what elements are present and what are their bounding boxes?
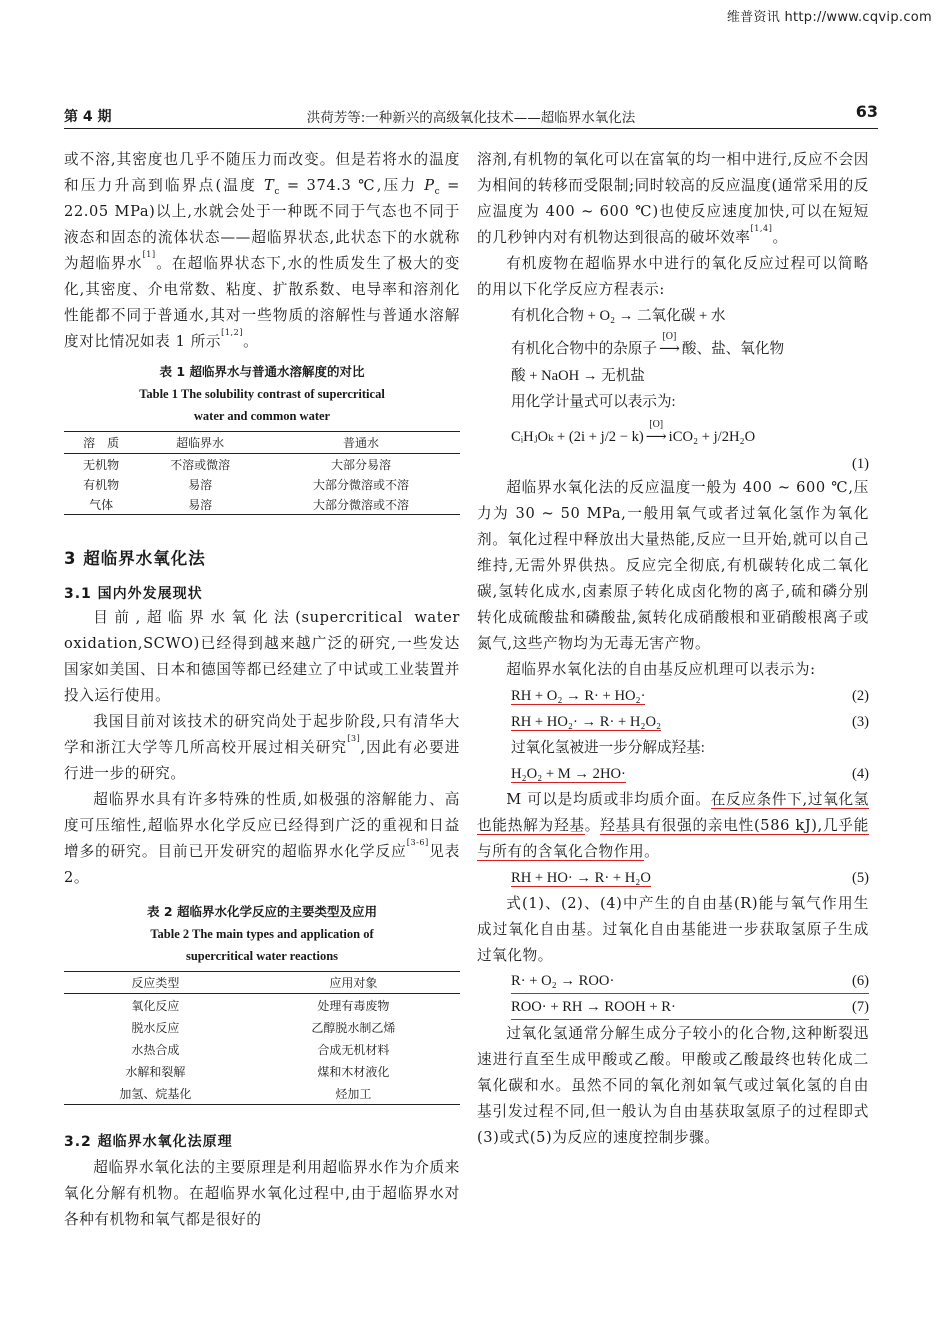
paragraph-rate-limiting: 过氧化氢通常分解生成分子较小的化合物,这种断裂迅速进行直至生成甲酸或乙酸。甲酸或乙酸最终也转化成二氧化碳和水。虽然不同的氧化剂如氧气或过氧化氢的自由基引发过程不同,但一般认为自由基获取氢原子的过程即式(3)或式(5)为反应的速度控制步骤。 xyxy=(477,1025,869,1146)
issue-label: 第 4 期 xyxy=(64,109,112,125)
table-row: 加氢、烷基化 烃加工 xyxy=(64,1082,460,1105)
table2-caption-cn: 表 2 超临界水化学反应的主要类型及应用 xyxy=(147,904,377,919)
equation-1: CᵢHⱼOₖ + (2i + j/2 − k) [O] ⟶ iCO₂ + j/2H₂O xyxy=(477,415,869,453)
citation: [3] xyxy=(347,734,361,743)
subsection-heading: 3.2 超临界水氧化法原理 xyxy=(64,1134,233,1150)
equation-5: RH + HO· → R· + H₂O (5) xyxy=(511,870,869,886)
table1-caption-en: Table 1 The solubility contrast of supercritical xyxy=(139,387,385,401)
table-row: 无机物 不溶或微溶 大部分易溶 xyxy=(83,457,391,472)
table-row: 水解和裂解 煤和木材液化 xyxy=(125,1064,390,1079)
table-header: 反应类型 xyxy=(64,972,247,994)
equation-4: H₂O₂ + M → 2HO· (4) xyxy=(511,766,869,782)
table-header: 应用对象 xyxy=(247,972,460,994)
reaction-heteroatom: 有机化合物中的杂原子 [O] ⟶ 酸、盐、氧化物 xyxy=(477,329,869,363)
paragraph-conditions: 超临界水氧化法的反应温度一般为 400 ~ 600 ℃,压力为 30 ~ 50 MPa,一般用氧气或者过氧化氢作为氧化剂。氧化过程中释放出大量热能,反应一旦开始,就可以自己维持,无需外界供热。反应完全彻底,有机碳转化成二氧化碳,氢转化成水,卤素原子转化成卤化物的离子,硫和磷分别转化成硫酸盐和磷酸盐,氮转化成硝酸根和亚硝酸根离子或氮气,这些产物均为无毒无害产物。 xyxy=(477,479,869,652)
table-header: 溶 质 xyxy=(64,432,138,454)
table2-reactions xyxy=(64,971,460,1105)
paragraph-principle: 超临界水氧化法的主要原理是利用超临界水作为介质来氧化分解有机物。在超临界水氧化过程中,由于超临界水对各种有机物和氧气都是很好的 xyxy=(64,1159,460,1228)
citation: [1,4] xyxy=(750,224,773,233)
paragraph-properties: 超临界水具有许多特殊的性质,如极强的溶解能力、高度可压缩性,超临界水化学反应已经得到广泛的重视和日益增多的研究。目前已开发研究的超临界水化学反应[3-6]见表 2。 xyxy=(64,791,460,886)
paragraph-scwo-intro: 目前,超临界水氧化法(supercritical water oxidation,SCWO)已经得到越来越广泛的研究,一些发达国家如美国、日本和德国等都已经建立了中试或工业装置并投入运行使用。 xyxy=(64,609,460,704)
table2-caption-en-2: supercritical water reactions xyxy=(185,949,339,963)
left-column xyxy=(64,147,460,1233)
equation-2: RH + O₂ → R· + HO₂· (2) xyxy=(511,688,869,704)
table1-caption-cn: 表 1 超临界水与普通水溶解度的对比 xyxy=(159,364,365,379)
equation-7: ROO· + RH → ROOH + R· (7) xyxy=(477,995,869,1021)
table2-caption-en: Table 2 The main types and application of xyxy=(150,927,374,941)
subsection-heading: 3.1 国内外发展现状 xyxy=(64,586,203,602)
arrow-icon: [O] ⟶ xyxy=(645,419,667,445)
paragraph-solvent: 溶剂,有机物的氧化可以在富氧的均一相中进行,反应不会因为相间的转移而受限制;同时较高的反应温度(通常采用的反应温度为 400 ~ 600 ℃)也使反应速度加快,可以在短短的几秒钟内对有机物达到很高的破坏效率[1,4]。 xyxy=(477,151,869,246)
citation: [1] xyxy=(142,250,156,259)
arrow-icon: [O] ⟶ xyxy=(658,331,680,357)
paragraph-mechanism-intro: 超临界水氧化法的自由基反应机理可以表示为: xyxy=(506,661,816,678)
table-row: 氧化反应 处理有毒废物 xyxy=(131,998,390,1013)
table1-caption-en-2: water and common water xyxy=(193,409,331,423)
section-heading: 3 超临界水氧化法 xyxy=(64,549,206,568)
paragraph-reaction-intro: 有机废物在超临界水中进行的氧化反应过程可以简略的用以下化学反应方程表示: xyxy=(477,255,869,298)
reaction-organic: 有机化合物 + O₂ → 二氧化碳 + 水 xyxy=(511,308,726,324)
equation-6: R· + O₂ → ROO· (6) xyxy=(477,969,869,995)
running-title: 洪荷芳等:一种新兴的高级氧化技术——超临界水氧化法 xyxy=(306,110,636,126)
running-head xyxy=(64,104,878,129)
paragraph-peroxy: 式(1)、(2)、(4)中产生的自由基(R)能与氧气作用生成过氧化自由基。过氧化自由基能进一步获取氢原子生成过氧化物。 xyxy=(477,895,869,964)
equation-3-note: 过氧化氢被进一步分解成羟基: xyxy=(511,740,705,756)
stoichiometry-intro: 用化学计量式可以表示为: xyxy=(511,394,676,410)
citation: [1,2] xyxy=(221,328,244,337)
citation: [3-6] xyxy=(406,838,429,847)
reaction-acid: 酸 + NaOH → 无机盐 xyxy=(511,368,645,384)
table-header: 超临界水 xyxy=(138,432,262,454)
watermark: 维普资讯 http://www.cqvip.com xyxy=(726,10,932,25)
page-number: 63 xyxy=(855,102,878,121)
right-column xyxy=(477,147,869,1151)
table-row: 水热合成 合成无机材料 xyxy=(131,1042,390,1057)
equation-1-number: (1) xyxy=(851,456,869,472)
table-row: 有机物 易溶 大部分微溶或不溶 xyxy=(83,477,409,492)
table-row: 脱水反应 乙醇脱水制乙烯 xyxy=(131,1020,396,1035)
table-header: 普通水 xyxy=(262,432,460,454)
equation-3: RH + HO₂· → R· + H₂O₂ (3) xyxy=(511,714,869,730)
paragraph-critical-point: 或不溶,其密度也几乎不随压力而改变。但是若将水的温度和压力升高到临界点(温度 $T_c = 374.3$ ℃,压力 $P_c = 22.05$ MPa)以上,水就会处于一种既不同于气态也不同于液态和固态的流体状态——超临界状态,此状态下的水就称为超临界水[1]。在超临界状态下,水的性质发生了极大的变化,其密度、介电常数、粘度、扩散系数、电导率和溶剂化性能都不同于普通水,其对一些物质的溶解性与普通水溶解度对比情况如表 1 所示[1,2]。 xyxy=(64,151,460,350)
table-row: 气体 易溶 大部分微溶或不溶 xyxy=(64,494,460,515)
table1-solubility xyxy=(64,431,460,515)
paragraph-hydroxyl: M 可以是均质或非均质介面。在反应条件下,过氧化氢也能热解为羟基。羟基具有很强的亲电性(586 kJ),几乎能与所有的含氧化合物作用。 xyxy=(477,791,869,860)
paragraph-domestic-research: 我国目前对该技术的研究尚处于起步阶段,只有清华大学和浙江大学等几所高校开展过相关研究[3],因此有必要进行进一步的研究。 xyxy=(64,713,460,782)
